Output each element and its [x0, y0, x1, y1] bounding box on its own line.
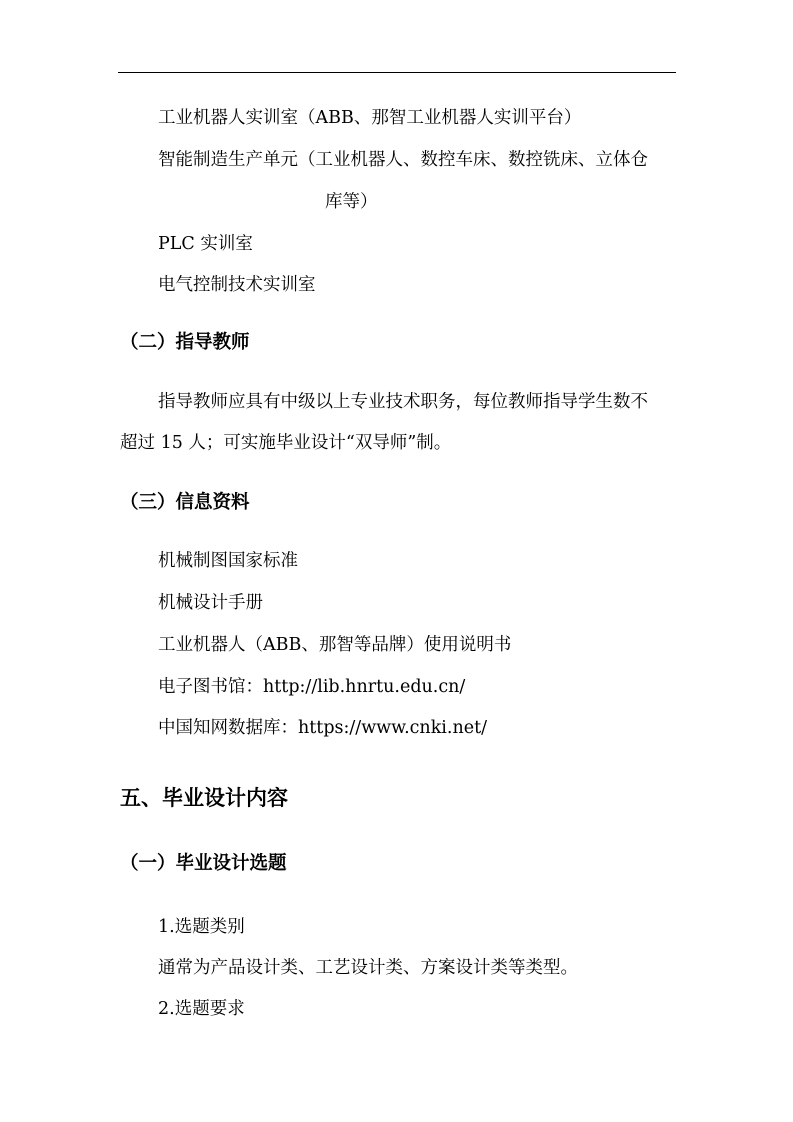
- topic-category-title: 1.选题类别: [158, 917, 245, 937]
- info-item-design-handbook: 机械设计手册: [158, 593, 263, 613]
- chapter5-heading: 五、毕业设计内容: [120, 786, 288, 810]
- info-item-cnki: 中国知网数据库：https://www.cnki.net/: [158, 718, 488, 738]
- info-item-robot-manual: 工业机器人（ABB、那智等品牌）使用说明书: [158, 635, 512, 655]
- lab-item-smart-manufacturing-cont: 库等）: [325, 192, 378, 212]
- heading-topic-selection: （一）毕业设计选题: [120, 853, 287, 874]
- lab-item-robot: 工业机器人实训室（ABB、那智工业机器人实训平台）: [158, 108, 582, 128]
- lab-item-electrical: 电气控制技术实训室: [158, 275, 316, 295]
- header-rule: [118, 72, 676, 73]
- topic-category-text: 通常为产品设计类、工艺设计类、方案设计类等类型。: [158, 958, 578, 978]
- topic-requirements-title: 2.选题要求: [158, 999, 245, 1019]
- teachers-paragraph-line1: 指导教师应具有中级以上专业技术职务，每位教师指导学生数不: [158, 392, 648, 412]
- heading-info-resources: （三）信息资料: [120, 492, 250, 513]
- lab-item-plc: PLC 实训室: [158, 234, 253, 254]
- info-item-e-library: 电子图书馆：http://lib.hnrtu.edu.cn/: [158, 677, 466, 697]
- lab-item-smart-manufacturing: 智能制造生产单元（工业机器人、数控车床、数控铣床、立体仓: [158, 150, 648, 170]
- info-item-drawing-standard: 机械制图国家标准: [158, 551, 298, 571]
- heading-teachers: （二）指导教师: [120, 332, 250, 353]
- teachers-paragraph-line2: 超过 15 人；可实施毕业设计“双导师”制。: [120, 433, 452, 453]
